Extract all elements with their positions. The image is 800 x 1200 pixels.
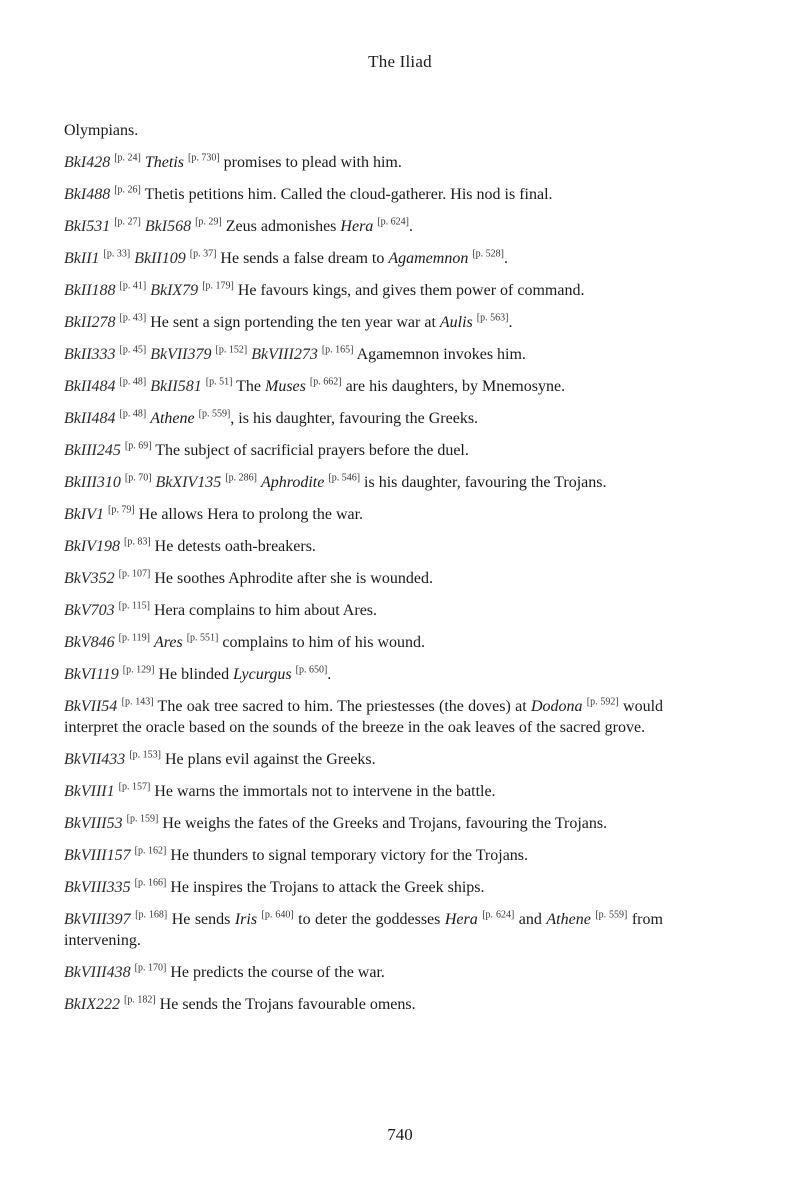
page-reference-link[interactable]: [p. 48] xyxy=(119,408,147,420)
page-reference-link[interactable]: [p. 528] xyxy=(472,248,504,260)
entry-text: . xyxy=(327,666,332,683)
entry-text: and xyxy=(514,911,547,928)
entry-text: Agamemnon invokes him. xyxy=(353,346,526,363)
book-line-reference-link[interactable]: BkII484 xyxy=(64,378,116,395)
page-reference-link[interactable]: [p. 165] xyxy=(321,344,354,356)
page-reference-link[interactable]: [p. 166] xyxy=(134,877,167,889)
page-reference-link[interactable]: [p. 170] xyxy=(134,962,167,974)
page-reference-link[interactable]: [p. 159] xyxy=(126,813,159,825)
entry-text: He sends xyxy=(167,911,235,928)
index-entry xyxy=(64,408,663,429)
index-entry xyxy=(64,120,663,141)
book-line-reference-link[interactable]: BkII484 xyxy=(64,410,116,427)
book-line-reference-link[interactable]: BkI531 xyxy=(64,218,111,235)
index-entry xyxy=(64,749,663,770)
book-line-reference-link[interactable]: BkVIII273 xyxy=(251,346,318,363)
entry-text: complains to him of his wound. xyxy=(218,634,426,651)
page-reference-link[interactable]: [p. 37] xyxy=(189,248,217,260)
book-line-reference-link[interactable]: BkIII310 xyxy=(64,474,121,491)
index-entry xyxy=(64,781,663,802)
name-cross-reference-link[interactable]: Athene xyxy=(150,410,195,427)
book-line-reference-link[interactable]: BkII109 xyxy=(134,250,186,267)
index-entry xyxy=(64,344,663,365)
page-reference-link[interactable]: [p. 69] xyxy=(124,440,152,452)
book-line-reference-link[interactable]: BkV703 xyxy=(64,602,115,619)
page-reference-link[interactable]: [p. 152] xyxy=(215,344,248,356)
entry-text: He predicts the course of the war. xyxy=(166,964,385,981)
entry-text: He warns the immortals not to intervene in the battle. xyxy=(150,783,496,800)
page-reference-link[interactable]: [p. 650] xyxy=(295,664,328,676)
book-line-reference-link[interactable]: BkIII245 xyxy=(64,442,121,459)
index-entry xyxy=(64,909,663,951)
page-reference-link[interactable]: [p. 115] xyxy=(118,600,150,612)
entry-text: from intervening. xyxy=(64,911,663,949)
page-reference-link[interactable]: [p. 592] xyxy=(586,696,619,708)
page-reference-link[interactable]: [p. 70] xyxy=(124,472,152,484)
index-entry xyxy=(64,440,663,461)
page-reference-link[interactable]: [p. 559] xyxy=(198,408,231,420)
entry-text: promises to plead with him. xyxy=(219,154,402,171)
index-entry xyxy=(64,813,663,834)
name-cross-reference-link[interactable]: Iris xyxy=(234,911,258,928)
entry-text: The xyxy=(232,378,265,395)
page-reference-link[interactable]: [p. 143] xyxy=(121,696,154,708)
entry-text: He sends a false dream to xyxy=(216,250,389,267)
index-entry xyxy=(64,376,663,397)
index-entry xyxy=(64,632,663,653)
book-line-reference-link[interactable]: BkII333 xyxy=(64,346,116,363)
page-reference-link[interactable]: [p. 563] xyxy=(476,312,509,324)
index-entry xyxy=(64,568,663,589)
index-entry xyxy=(64,536,663,557)
book-line-reference-link[interactable]: BkII278 xyxy=(64,314,116,331)
name-cross-reference-link[interactable]: Athene xyxy=(546,911,591,928)
page-number: 740 xyxy=(387,1125,413,1144)
book-line-reference-link[interactable]: BkI488 xyxy=(64,186,111,203)
index-entry xyxy=(64,312,663,333)
page-header: The Iliad xyxy=(368,52,432,71)
page-reference-link[interactable]: [p. 33] xyxy=(103,248,131,260)
entry-text: . xyxy=(504,250,508,267)
book-line-reference-link[interactable]: BkVI119 xyxy=(64,666,119,683)
index-entry xyxy=(64,962,663,983)
entry-text: are his daughters, by Mnemosyne. xyxy=(341,378,566,395)
name-cross-reference-link[interactable]: Aulis xyxy=(439,314,473,331)
entry-text: to deter the goddesses xyxy=(293,911,445,928)
page-reference-link[interactable]: [p. 286] xyxy=(225,472,257,484)
book-line-reference-link[interactable]: BkIX79 xyxy=(150,282,199,299)
index-entry xyxy=(64,664,663,685)
book-line-reference-link[interactable]: BkIX222 xyxy=(64,996,120,1013)
page-reference-link[interactable]: [p. 129] xyxy=(122,664,155,676)
book-line-reference-link[interactable]: BkVIII397 xyxy=(64,911,131,928)
index-entry xyxy=(64,845,663,866)
name-cross-reference-link[interactable]: Aphrodite xyxy=(260,474,325,491)
entry-text: He favours kings, and gives them power of command. xyxy=(233,282,585,299)
name-cross-reference-link[interactable]: Hera xyxy=(340,218,374,235)
book-line-reference-link[interactable]: BkVIII335 xyxy=(64,879,131,896)
entry-text: The oak tree sacred to him. The priestesses (the doves) at xyxy=(153,698,531,715)
book-line-reference-link[interactable]: BkI568 xyxy=(144,218,192,235)
page-reference-link[interactable]: [p. 546] xyxy=(328,472,361,484)
page-reference-link[interactable]: [p. 43] xyxy=(119,312,147,324)
index-entries xyxy=(64,120,663,1026)
book-line-reference-link[interactable]: BkXIV135 xyxy=(155,474,222,491)
book-line-reference-link[interactable]: BkVII54 xyxy=(64,698,118,715)
name-cross-reference-link[interactable]: Dodona xyxy=(530,698,583,715)
index-entry xyxy=(64,994,663,1015)
page-reference-link[interactable]: [p. 45] xyxy=(119,344,147,356)
page-reference-link[interactable]: [p. 640] xyxy=(261,909,294,921)
book-line-reference-link[interactable]: BkIV198 xyxy=(64,538,120,555)
page-reference-link[interactable]: [p. 26] xyxy=(114,184,141,196)
entry-text: He detests oath-breakers. xyxy=(150,538,316,555)
page-reference-link[interactable]: [p. 51] xyxy=(205,376,233,388)
index-entry xyxy=(64,152,663,173)
page-reference-link[interactable]: [p. 162] xyxy=(134,845,167,857)
index-entry xyxy=(64,696,663,738)
entry-text: He thunders to signal temporary victory for the Trojans. xyxy=(166,847,529,864)
index-entry xyxy=(64,184,663,205)
index-entry xyxy=(64,600,663,621)
page-reference-link[interactable]: [p. 83] xyxy=(123,536,151,548)
book-line-reference-link[interactable]: BkII581 xyxy=(150,378,202,395)
book-line-reference-link[interactable]: BkII1 xyxy=(64,250,100,267)
index-entry xyxy=(64,472,663,493)
book-line-reference-link[interactable]: BkII188 xyxy=(64,282,116,299)
entry-text: Zeus admonishes xyxy=(221,218,341,235)
entry-text: would interpret the oracle based on the sounds of the breeze in the oak leaves of the sacred grove. xyxy=(64,698,664,736)
name-cross-reference-link[interactable]: Thetis xyxy=(144,154,184,171)
page-reference-link[interactable]: [p. 730] xyxy=(188,152,220,164)
entry-text: He sent a sign portending the ten year war at xyxy=(146,314,440,331)
entry-text: . xyxy=(508,314,513,331)
entry-text: He blinded xyxy=(154,666,234,683)
entry-text: He sends the Trojans favourable omens. xyxy=(155,996,416,1013)
book-line-reference-link[interactable]: BkVIII53 xyxy=(64,815,123,832)
page-reference-link[interactable]: [p. 168] xyxy=(135,909,168,921)
name-cross-reference-link[interactable]: Ares xyxy=(153,634,183,651)
book-line-reference-link[interactable]: BkV352 xyxy=(64,570,115,587)
page-reference-link[interactable]: [p. 182] xyxy=(123,994,156,1006)
entry-text: . xyxy=(408,218,413,235)
page-reference-link[interactable]: [p. 624] xyxy=(482,909,515,921)
entry-text: He plans evil against the Greeks. xyxy=(160,751,376,768)
entry-text: Thetis petitions him. Called the cloud-gatherer. His nod is final. xyxy=(140,186,553,203)
index-entry xyxy=(64,280,663,301)
entry-text: He inspires the Trojans to attack the Greek ships. xyxy=(166,879,485,896)
page-reference-link[interactable]: [p. 27] xyxy=(114,216,141,228)
entry-text: , is his daughter, favouring the Greeks. xyxy=(230,410,479,427)
book-line-reference-link[interactable]: BkV846 xyxy=(64,634,115,651)
page-reference-link[interactable]: [p. 107] xyxy=(118,568,151,580)
name-cross-reference-link[interactable]: Agamemnon xyxy=(388,250,469,267)
page-reference-link[interactable]: [p. 559] xyxy=(595,909,628,921)
entry-text: The subject of sacrificial prayers before the duel. xyxy=(151,442,469,459)
page-reference-link[interactable]: [p. 662] xyxy=(309,376,342,388)
page-reference-link[interactable]: [p. 119] xyxy=(118,632,150,644)
entry-text: He weighs the fates of the Greeks and Trojans, favouring the Trojans. xyxy=(158,815,608,832)
page-reference-link[interactable]: [p. 24] xyxy=(114,152,141,164)
name-cross-reference-link[interactable]: Muses xyxy=(265,378,306,395)
book-line-reference-link[interactable]: BkVIII157 xyxy=(64,847,131,864)
page-reference-link[interactable]: [p. 624] xyxy=(377,216,409,228)
book-line-reference-link[interactable]: BkIV1 xyxy=(64,506,104,523)
book-line-reference-link[interactable]: BkVIII438 xyxy=(64,964,131,981)
book-line-reference-link[interactable]: BkI428 xyxy=(64,154,111,171)
page-reference-link[interactable]: [p. 153] xyxy=(129,749,161,761)
page-reference-link[interactable]: [p. 79] xyxy=(107,504,135,516)
book-line-reference-link[interactable]: BkVIII1 xyxy=(64,783,115,800)
book-line-reference-link[interactable]: BkVII433 xyxy=(64,751,126,768)
index-entry xyxy=(64,248,663,269)
entry-text: He allows Hera to prolong the war. xyxy=(134,506,364,523)
book-line-reference-link[interactable]: BkVII379 xyxy=(150,346,212,363)
entry-text: is his daughter, favouring the Trojans. xyxy=(360,474,607,491)
page-reference-link[interactable]: [p. 48] xyxy=(119,376,147,388)
index-entry xyxy=(64,504,663,525)
page-reference-link[interactable]: [p. 29] xyxy=(195,216,222,228)
entry-text: He soothes Aphrodite after she is wounded. xyxy=(150,570,433,587)
name-cross-reference-link[interactable]: Lycurgus xyxy=(233,666,292,683)
entry-text: Olympians. xyxy=(64,122,139,139)
index-entry xyxy=(64,216,663,237)
page-reference-link[interactable]: [p. 41] xyxy=(119,280,147,292)
page-reference-link[interactable]: [p. 179] xyxy=(202,280,234,292)
page-reference-link[interactable]: [p. 157] xyxy=(118,781,151,793)
name-cross-reference-link[interactable]: Hera xyxy=(444,911,478,928)
page-reference-link[interactable]: [p. 551] xyxy=(186,632,219,644)
entry-text: Hera complains to him about Ares. xyxy=(149,602,378,619)
index-entry xyxy=(64,877,663,898)
